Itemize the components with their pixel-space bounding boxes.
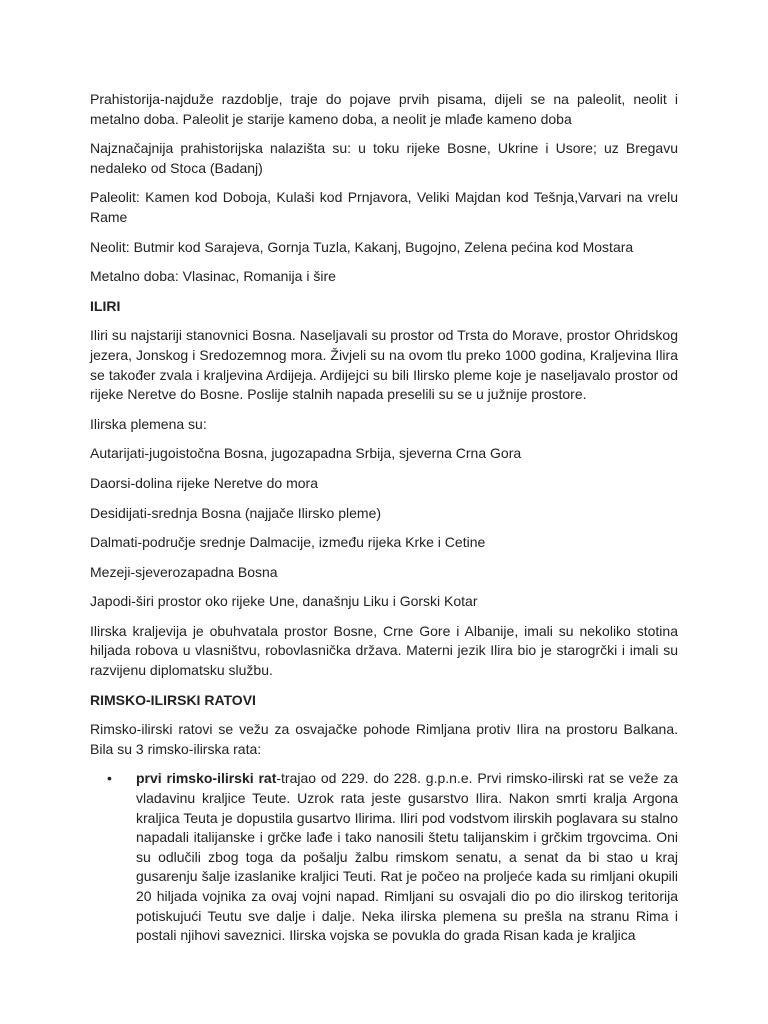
paragraph-prehistory: Prahistorija-najduže razdoblje, traje do pojave prvih pisama, dijeli se na paleolit, neolit i metalno doba. Paleolit je starije kameno doba, a neolit je mlađe kameno doba xyxy=(90,91,678,127)
tribe-item: Japodi-širi prostor oko rijeke Une, današnju Liku i Gorski Kotar xyxy=(90,593,478,610)
list-item-first-war xyxy=(107,769,678,945)
paragraph-iliri-intro: Iliri su najstariji stanovnici Bosna. Naseljavali su prostor od Trsta do Morave, prostor Ohridskog jezera, Jonskog i Sredozemnog mora. Živjeli su na ovom tlu preko 1000 godina, Kraljevina Ilira se također zvala i kraljevina Ardijeja. Ardijejci su bili Ilirsko pleme koje je naseljavalo prostor od rijeke Neretve do Bosne. Poslije stalnih napada preselili su se u južnije prostore. xyxy=(90,327,678,403)
heading-wars: RIMSKO-ILIRSKI RATOVI xyxy=(90,691,256,708)
bullet-icon: • xyxy=(107,770,112,787)
document-page xyxy=(90,90,678,946)
paragraph-neolit: Neolit: Butmir kod Sarajeva, Gornja Tuzla, Kakanj, Bugojno, Zelena pećina kod Mostara xyxy=(90,238,634,255)
first-war-title: prvi rimsko-ilirski rat xyxy=(136,770,277,787)
heading-iliri: ILIRI xyxy=(90,297,121,314)
tribe-item: Dalmati-područje srednje Dalmacije, između rijeka Krke i Cetine xyxy=(90,534,486,551)
wars-list xyxy=(90,769,678,945)
tribe-item: Autarijati-jugoistočna Bosna, jugozapadna Srbija, sjeverna Crna Gora xyxy=(90,445,522,462)
paragraph-metal-age: Metalno doba: Vlasinac, Romanija i šire xyxy=(90,268,336,285)
paragraph-paleolit: Paleolit: Kamen kod Doboja, Kulaši kod Prnjavora, Veliki Majdan kod Tešnja,Varvari na vrelu Rame xyxy=(90,189,678,225)
paragraph-kingdom: Ilirska kraljevija je obuhvatala prostor Bosne, Crne Gore i Albanije, imali su nekoliko stotina hiljada robova u vlasništvu, robovlasnička država. Materni jezik Ilira bio je starogrčki i imali su razvijenu diplomatsku službu. xyxy=(90,622,678,679)
tribe-item: Daorsi-dolina rijeke Neretve do mora xyxy=(90,474,318,491)
first-war-text: -trajao od 229. do 228. g.p.n.e. Prvi rimsko-ilirski rat se veže za vladavinu kraljice Teute. Uzrok rata jeste gusarstvo Ilira. Nakon smrti kralja Argona kraljica Teuta je dopustila gusartvo Ilirima. Iliri pod vodstvom ilirskih poglavara su stalno napadali italijanske i grčke lađe i tako nanosili štetu talijanskim i grčkim trgovcima. Oni su odlučili zbog toga da pošalju žalbu rimskom senatu, a senat da bi stao u kraj gusarenju šalje izaslanike kraljici Teuti. Rat je počeo na proljeće kada su rimljani okupili 20 hiljada vojnika za ovaj vojni napad. Rimljani su osvajali dio po dio ilirskog teritorija potiskujući Teutu sve dalje i dalje. Neka ilirska plemena su prešla na stranu Rima i postali njihovi saveznici. Ilirska vojska se povukla do grada Risan kada je kraljica xyxy=(136,770,678,944)
paragraph-wars-intro: Rimsko-ilirski ratovi se vežu za osvajačke pohode Rimljana protiv Ilira na prostoru Balkana. Bila su 3 rimsko-ilirska rata: xyxy=(90,721,678,757)
paragraph-sites: Najznačajnija prahistorijska nalazišta su: u toku rijeke Bosne, Ukrine i Usore; uz Bregavu nedaleko od Stoca (Badanj) xyxy=(90,140,678,176)
tribe-item: Desidijati-srednja Bosna (najjače Ilirsko pleme) xyxy=(90,504,382,521)
tribe-item: Mezeji-sjeverozapadna Bosna xyxy=(90,563,278,580)
paragraph-tribes-title: Ilirska plemena su: xyxy=(90,415,207,432)
